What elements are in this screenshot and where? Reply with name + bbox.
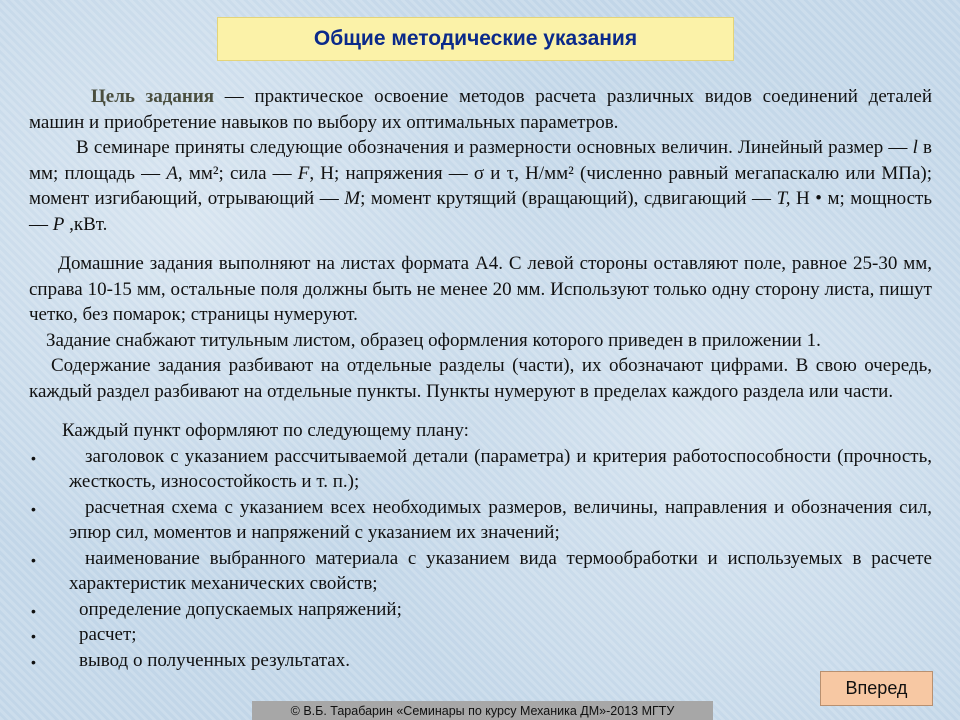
bullet-icon: • <box>31 602 36 619</box>
notation-text: в мм; площадь — <box>29 137 932 184</box>
content-body <box>29 84 932 673</box>
bullet-icon: • <box>31 449 36 466</box>
list-item-text: заголовок с указанием рассчитываемой детали (параметра) и критерия работоспособности (прочность, жесткость, износостойкость и т. п.); <box>69 445 932 492</box>
list-item <box>29 597 932 623</box>
content-division-paragraph: Содержание задания разбивают на отдельные разделы (части), их обозначают цифрами. В свою очередь, каждый раздел разбивают на отдельные пункты. Пункты нумеруют в пределах каждого раздела или части. <box>29 355 932 402</box>
notation-paragraph <box>29 135 932 237</box>
notation-symbol-length: l <box>912 137 918 158</box>
plan-list <box>29 444 932 674</box>
notation-text: ,кВт. <box>64 213 108 235</box>
list-item <box>29 444 932 495</box>
notation-symbol-area: А <box>166 162 178 184</box>
list-item-text: расчет; <box>79 624 137 645</box>
list-item <box>29 546 932 597</box>
list-item-text: расчетная схема с указанием всех необходимых размеров, величины, направления и обозначения сил, эпюр сил, моментов и напряжений с указанием их значений; <box>69 496 932 543</box>
notation-symbol-power: P <box>52 213 65 235</box>
bullet-icon: • <box>31 551 36 568</box>
notation-symbol-torque: T, <box>776 188 791 209</box>
goal-text: — практическое освоение методов расчета различных видов соединений деталей машин и приобретение навыков по выбору их оптимальных параметров. <box>29 86 932 133</box>
list-item-text: вывод о полученных результатах. <box>79 649 350 671</box>
list-item <box>29 622 932 648</box>
list-item-text: определение допускаемых напряжений; <box>79 598 402 620</box>
page-title: Общие методические указания <box>217 17 734 61</box>
plan-intro: Каждый пункт оформляют по следующему плану: <box>62 420 469 441</box>
next-button[interactable]: Вперед <box>820 671 933 706</box>
title-page-paragraph: Задание снабжают титульным листом, образец оформления которого приведен в приложении 1. <box>46 329 821 351</box>
notation-text: , Н; напряжения — σ и τ, Н/мм² (численно равный мегапаскалю или МПа); момент изгибающий, отрывающий — <box>29 162 932 209</box>
homework-paragraph: Домашние задания выполняют на листах формата А4. С левой стороны оставляют поле, равное 25-30 мм, справа 10-15 мм, остальные поля должны быть не менее 20 мм. Используют только одну сторону листа, пишут четко, без помарок; страницы нумеруют. <box>29 253 932 325</box>
list-item-text: наименование выбранного материала с указанием вида термообработки и используемых в расчете характеристик механических свойств; <box>69 547 932 594</box>
notation-text: ; момент крутящий (вращающий), сдвигающий — <box>360 188 777 209</box>
notation-text: В семинаре приняты следующие обозначения и размерности основных величин. Линейный размер — <box>76 137 913 158</box>
notation-text: Н • м; мощность — <box>29 188 932 235</box>
goal-label: Цель задания <box>91 86 215 107</box>
bullet-icon: • <box>31 653 36 670</box>
list-item <box>29 648 932 674</box>
bullet-icon: • <box>31 628 36 644</box>
bullet-icon: • <box>31 500 36 517</box>
list-item <box>29 495 932 546</box>
footer-copyright: © В.Б. Тарабарин «Семинары по курсу Механика ДМ»-2013 МГТУ <box>252 701 713 720</box>
intro-paragraph <box>29 84 932 135</box>
notation-text: , мм²; сила — <box>177 162 298 184</box>
notation-symbol-moment: M <box>344 188 361 209</box>
notation-symbol-force: F <box>297 162 310 184</box>
